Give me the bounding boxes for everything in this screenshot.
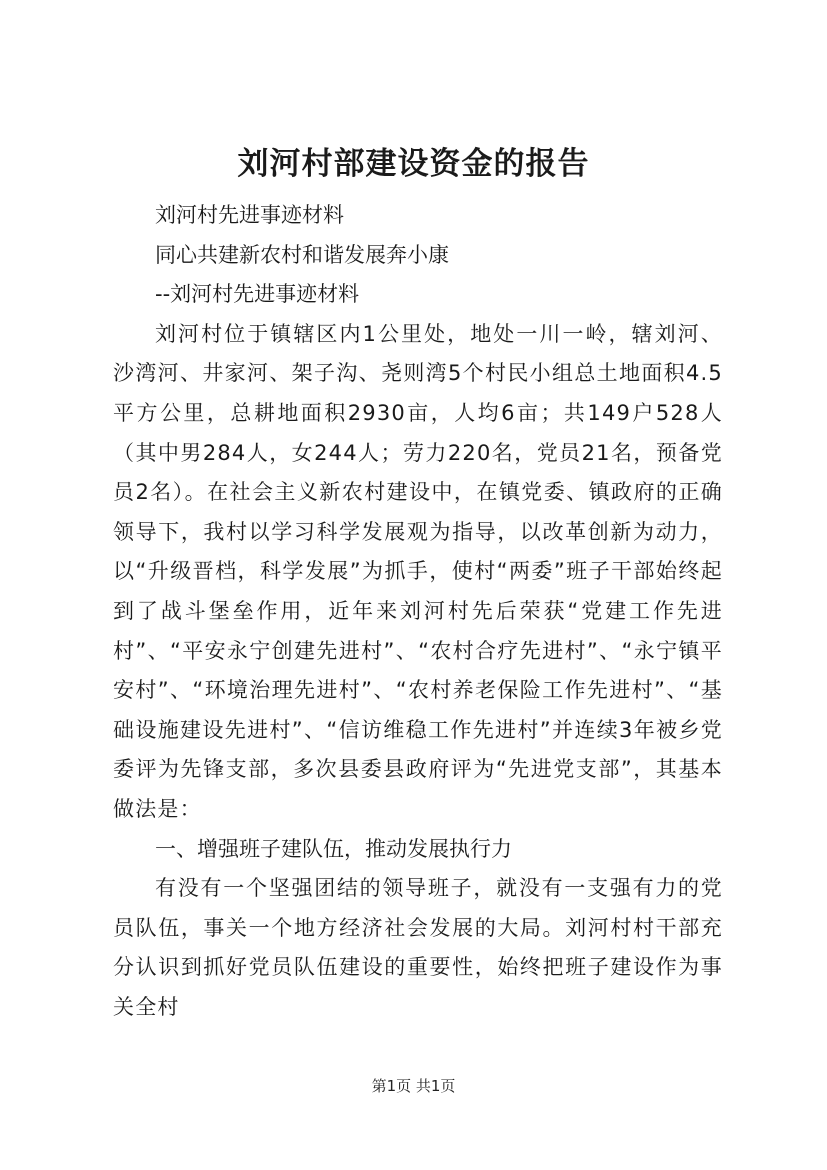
intro-paragraph: 刘河村位于镇辖区内1公里处，地处一川一岭，辖刘河、沙湾河、井家河、架子沟、尧则湾5个村民小组总土地面积4.5平方公里，总耕地面积2930亩，人均6亩；共149户528人（其中男284人，女244人；劳力220名，党员21名，预备党员2名）。在社会主义新农村建设中，在镇党委、镇政府的正确领导下，我村以学习科学发展观为指导，以改革创新为动力，以“升级晋档，科学发展”为抓手，使村“两委”班子干部始终起到了战斗堡垒作用，近年来刘河村先后荣获“党建工作先进村”、“平安永宁创建先进村”、“农村合疗先进村”、“永宁镇平安村”、“环境治理先进村”、“农村养老保险工作先进村”、“基础设施建设先进村”、“信访维稳工作先进村”并连续3年被乡党委评为先锋支部，多次县委县政府评为“先进党支部”，其基本做法是：	[113, 321, 723, 821]
document-title: 刘河村部建设资金的报告	[237, 146, 590, 182]
slogan-paragraph: 同心共建新农村和谐发展奔小康	[155, 242, 449, 267]
document-body	[113, 196, 723, 1027]
sub-heading-paragraph: --刘河村先进事迹材料	[155, 282, 360, 307]
section-paragraph: 有没有一个坚强团结的领导班子，就没有一支强有力的党员队伍，事关一个地方经济社会发展的大局。刘河村村干部充分认识到抓好党员队伍建设的重要性，始终把班子建设作为事关全村	[113, 876, 723, 1019]
subtitle-paragraph: 刘河村先进事迹材料	[155, 203, 344, 227]
page-footer: 第1页 共1页	[371, 1077, 456, 1095]
section-heading: 一、增强班子建队伍，推动发展执行力	[155, 836, 512, 861]
